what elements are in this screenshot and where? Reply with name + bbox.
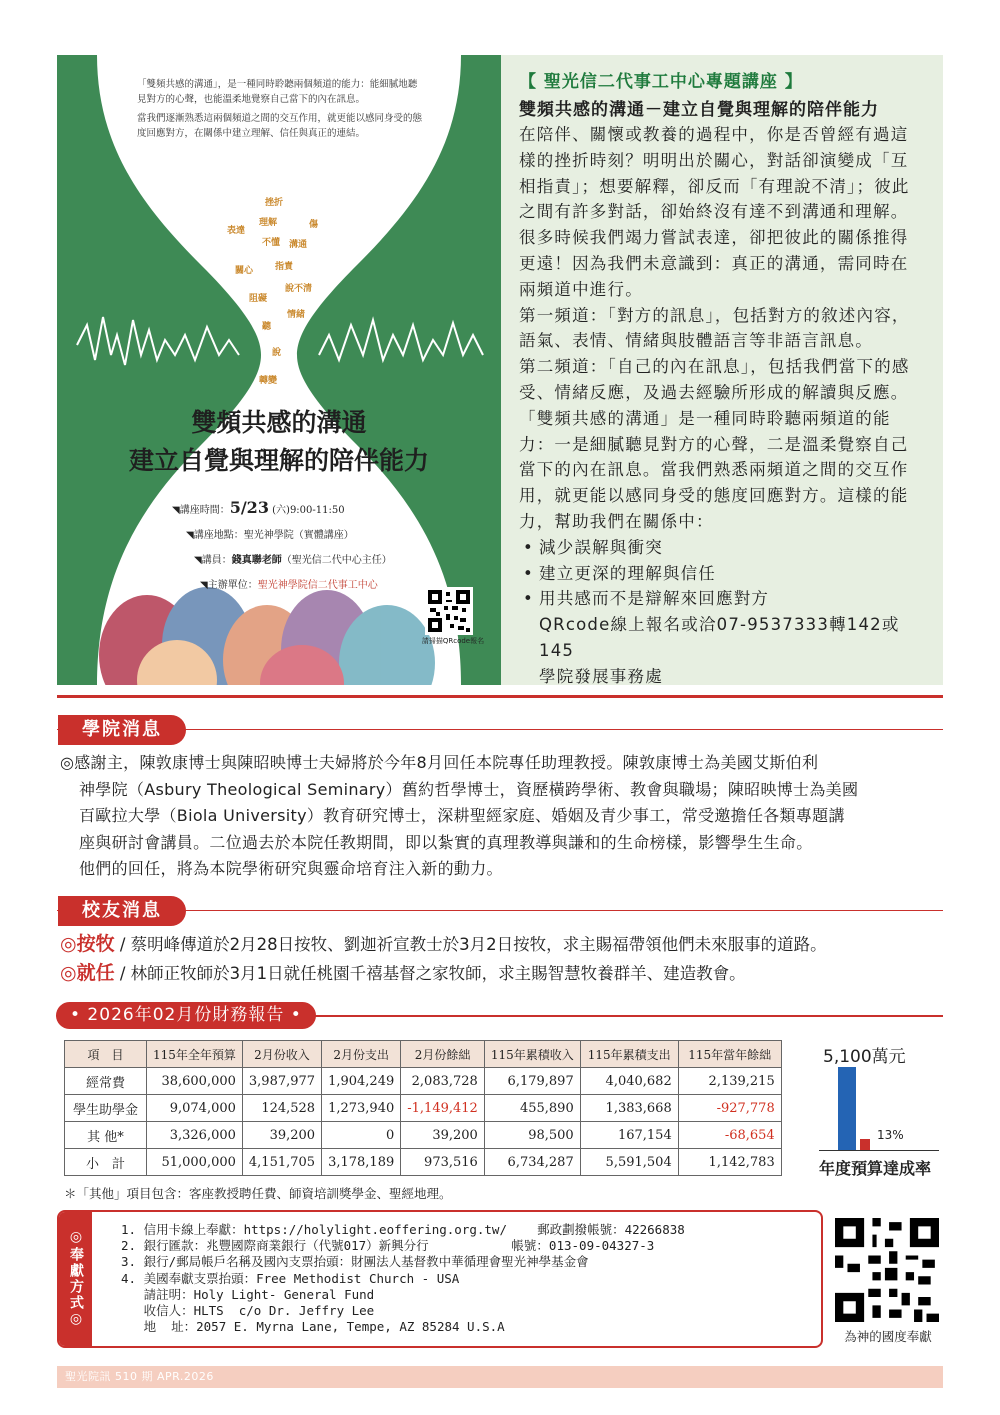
article-subtitle: 雙頻共感的溝通－建立自覺與理解的陪伴能力: [519, 100, 879, 120]
table-cell: 5,591,504: [580, 1149, 678, 1176]
list-item: • 用共感而不是辯解來回應對方: [519, 586, 925, 612]
college-news-line: 百歐拉大學（Biola University）教育研究博士，深耕聖經家庭、婚姻及青少事工，常受邀擔任各類專題講: [79, 806, 845, 825]
table-row: [65, 1068, 782, 1095]
article-paragraph-2: 第一頻道：「對方的訊息」，包括對方的敘述內容，語氣、表情、情緒與肢體語言等非語言訊息。: [519, 305, 910, 351]
college-news-line: 他們的回任，將為本院學術研究與靈命培育注入新的動力。: [79, 859, 503, 878]
alumni-item-ordination: [60, 930, 945, 959]
donation-line: 收信人：HLTS c/o Dr. Jeffry Lee: [121, 1303, 375, 1319]
table-cell: 0: [322, 1122, 401, 1149]
article-bullet-list: [519, 535, 925, 612]
ordination-text: / 蔡明峰傳道於2月28日按牧、劉迦祈宣教士於3月2日按牧，求主賜福帶領他們未來服事的道路。: [114, 935, 827, 954]
appointment-tag: ◎就任: [60, 962, 115, 984]
list-item: • 減少誤解與衝突: [519, 535, 925, 561]
table-cell: 3,326,000: [147, 1122, 243, 1149]
time-date: 5/23: [229, 498, 269, 517]
lecture-article: [501, 55, 943, 685]
column-header: 115年當年餘絀: [678, 1041, 781, 1068]
gauge-caption: 年度預算達成率: [819, 1159, 932, 1178]
place-text: 講座地點：聖光神學院（實體講座）: [193, 530, 354, 541]
row-label: 學生助學金: [65, 1095, 147, 1122]
donation-qr-caption: 為神的國度奉獻: [844, 1329, 932, 1344]
article-paragraph-1: 在陪伴、關懷或教養的過程中，你是否曾經有過這樣的挫折時刻？明明出於關心，對話卻演變成「互相指責」；想要解釋，卻反而「有理說不清」；彼此之間有許多對話，卻始終沒有達不到溝通和理解。很多時候我們竭力嘗試表達，卻把彼此的關係推得更遠！因為我們未意識到：真正的溝通，需同時在兩頻道中進行。: [519, 125, 910, 299]
table-cell: 3,178,189: [322, 1149, 401, 1176]
donation-line: 3. 銀行/郵局帳戶名稱及國內支票抬頭：財團法人基督教中華循理會聖光神學基金會: [121, 1254, 589, 1270]
donation-line: 1. 信用卡線上奉獻：https://holylight.eoffering.org.tw/ 郵政劃撥帳號：42266838: [121, 1222, 685, 1237]
row-label: 小 計: [65, 1149, 147, 1176]
qr-code-icon: [428, 590, 470, 632]
finance-footnote: ＊「其他」項目包含：客座教授聘任費、師資培訓獎學金、聖經地理。: [64, 1186, 452, 1201]
column-header: 115年累積收入: [484, 1041, 580, 1068]
poster-title-line-1: 雙頻共感的溝通: [191, 408, 367, 437]
alumni-news-tag: 校友消息: [58, 896, 186, 926]
word-cloud-item: 傷: [309, 220, 319, 230]
word-cloud-item: 情緒: [287, 310, 306, 320]
table-cell: 1,142,783: [678, 1149, 781, 1176]
poster-speaker-row: ◥講員：錢真聯老師（聖光信二代中心主任）: [194, 555, 392, 566]
word-cloud-item: 指責: [275, 262, 294, 272]
appointment-text: / 林師正牧師於3月1日就任桃園千禧基督之家牧師，求主賜智慧牧養群羊、建造教會。: [114, 964, 746, 983]
table-cell: 2,083,728: [401, 1068, 485, 1095]
word-cloud-item: 轉變: [259, 376, 278, 386]
table-cell: 1,273,940: [322, 1095, 401, 1122]
word-cloud-item: 阻礙: [249, 294, 268, 304]
table-cell: 4,151,705: [242, 1149, 321, 1176]
row-label: 其 他*: [65, 1122, 147, 1149]
alumni-item-appointment: [60, 959, 945, 988]
alumni-news-body: [60, 930, 945, 988]
poster-title-line-2: 建立自覺與理解的陪伴能力: [128, 446, 429, 475]
table-cell: 98,500: [484, 1122, 580, 1149]
table-cell: 6,734,287: [484, 1149, 580, 1176]
word-cloud-item: 溝通: [289, 240, 308, 250]
gauge-percent: 13%: [877, 1128, 904, 1142]
table-cell: 51,000,000: [147, 1149, 243, 1176]
speaker-label: 講員：: [201, 555, 232, 566]
finance-table: [64, 1040, 782, 1176]
lecture-poster: [57, 55, 501, 685]
time-label: 講座時間：: [179, 505, 230, 516]
table-cell: 973,516: [401, 1149, 485, 1176]
speaker-note: （聖光信二代中心主任）: [281, 555, 392, 566]
donation-qr-code[interactable]: [835, 1218, 939, 1322]
alumni-news-underline: [57, 910, 943, 911]
poster-intro-paragraph-2: 當我們逐漸熟悉這兩個頻道之間的交互作用，就更能以感同身受的態度回應對方，在關係中建立理解、信任與真正的連結。: [137, 113, 423, 139]
poster-place-row: ◥講座地點：聖光神學院（實體講座）: [186, 530, 354, 541]
table-cell: 4,040,682: [580, 1068, 678, 1095]
donation-line: 地 址：2057 E. Myrna Lane, Tempe, AZ 85284 U.S.A: [121, 1319, 505, 1335]
table-cell: 455,890: [484, 1095, 580, 1122]
contact-line-2: 學院發展事務處: [539, 666, 663, 686]
donation-methods: [121, 1222, 685, 1335]
ordination-tag: ◎按牧: [60, 933, 115, 955]
word-cloud-item: 不懂: [262, 238, 281, 248]
host-label: 主辦單位：: [207, 580, 258, 591]
time-rest: (六)9:00-11:50: [272, 505, 345, 516]
article-paragraph-4: 「雙頻共感的溝通」是一種同時聆聽兩頻道的能力：一是細膩聽見對方的心聲，二是溫柔覺察自己當下的內在訊息。當我們熟悉兩頻道之間的交互作用，就更能以感同身受的態度回應對方。這樣的能力，幫助我們在關係中：: [519, 408, 909, 531]
column-header: 2月份支出: [322, 1041, 401, 1068]
table-cell: 167,154: [580, 1122, 678, 1149]
lecture-section: [57, 55, 943, 685]
word-cloud-item: 聽: [262, 322, 272, 332]
word-cloud-item: 表達: [227, 226, 246, 236]
table-row: [65, 1122, 782, 1149]
college-news-line: ◎感謝主，陳敦康博士與陳昭映博士夫婦將於今年8月回任本院專任助理教授。陳敦康博士為美國艾斯伯利: [60, 753, 819, 772]
contact-line-1: QRcode線上報名或洽07-9537333轉142或145: [539, 615, 900, 660]
poster-time-row: ◥講座時間：5/23 (六)9:00-11:50: [172, 498, 345, 517]
host-name: 聖光神學院信二代事工中心: [257, 580, 378, 591]
word-cloud-item: 說: [272, 348, 282, 358]
word-cloud-item: 說不清: [285, 284, 313, 294]
list-item: • 建立更深的理解與信任: [519, 561, 925, 587]
donation-line: 請註明：Holy Light- General Fund: [121, 1286, 375, 1302]
article-body: [519, 122, 925, 690]
section-divider: [57, 695, 943, 698]
article-heading: 【 聖光信二代事工中心專題講座 】: [519, 72, 803, 92]
poster-info: [172, 495, 392, 598]
college-news-line: 座與研討會講員。二位過去於本院任教期間，即以紮實的真理教導與謙和的生命榜樣，影響學生生命。: [79, 832, 813, 852]
column-header: 115年累積支出: [580, 1041, 678, 1068]
gauge-total-bar: [838, 1067, 856, 1150]
page-footer: 聖光院訊 510 期 APR.2026: [57, 1366, 943, 1388]
college-news-underline: [57, 729, 943, 730]
article-paragraph-3: 第二頻道：「自己的內在訊息」，包括我們當下的感受、情緒反應，及過去經驗所形成的解讀與反應。: [519, 357, 910, 402]
gauge-amount: 5,100萬元: [823, 1047, 906, 1067]
donation-line: 4. 美國奉獻支票抬頭：Free Methodist Church - USA: [121, 1270, 460, 1286]
column-header: 2月份餘絀: [401, 1041, 485, 1068]
table-cell: 6,179,897: [484, 1068, 580, 1095]
column-header: 項 目: [65, 1041, 147, 1068]
word-cloud-item: 理解: [259, 218, 278, 228]
table-cell: 38,600,000: [147, 1068, 243, 1095]
finance-report-tag: • 2026年02月份財務報告 •: [56, 1002, 316, 1029]
table-row: [65, 1095, 782, 1122]
speaker-name: 錢真聯老師: [231, 555, 282, 566]
gauge-baseline: [819, 1150, 939, 1151]
donation-box: [57, 1210, 823, 1348]
table-cell: -68,654: [678, 1122, 781, 1149]
word-cloud-item: 關心: [235, 266, 254, 276]
table-cell: 1,904,249: [322, 1068, 401, 1095]
budget-achievement-gauge: [815, 1040, 945, 1180]
gauge-achieved-bar: [860, 1139, 870, 1150]
word-cloud-item: 挫折: [265, 198, 284, 208]
college-news-body: [60, 750, 945, 883]
poster-intro: [137, 77, 422, 145]
registration-qr-code[interactable]: [425, 587, 473, 635]
table-cell: 39,200: [242, 1122, 321, 1149]
table-cell: 2,139,215: [678, 1068, 781, 1095]
table-cell: 1,383,668: [580, 1095, 678, 1122]
table-cell: 3,987,977: [242, 1068, 321, 1095]
qr-code-icon: [835, 1218, 939, 1322]
donation-label: ◎奉獻方式◎: [59, 1212, 92, 1346]
table-row: [65, 1149, 782, 1176]
college-news-tag: 學院消息: [58, 715, 186, 745]
poster-intro-paragraph-1: 「雙頻共感的溝通」，是一種同時聆聽兩個頻道的能力：能細膩地聽見對方的心聲，也能溫柔地覺察自己當下的內在訊息。: [137, 79, 418, 105]
table-cell: 9,074,000: [147, 1095, 243, 1122]
table-header-row: [65, 1041, 782, 1068]
donation-line: 2. 銀行匯款：兆豐國際商業銀行（代號017）新興分行 帳號：013-09-04327-3: [121, 1238, 655, 1254]
table-cell: 124,528: [242, 1095, 321, 1122]
qr-label: 請掃描QRcode報名: [421, 637, 485, 645]
college-news-line: 神學院（Asbury Theological Seminary）舊約哲學博士，資歷橫跨學術、教會與職場；陳昭映博士為美國: [79, 779, 859, 799]
column-header: 2月份收入: [242, 1041, 321, 1068]
row-label: 經常費: [65, 1068, 147, 1095]
column-header: 115年全年預算: [147, 1041, 243, 1068]
poster-host-row: ◥主辦單位：聖光神學院信二代事工中心: [200, 580, 378, 591]
table-cell: -1,149,412: [401, 1095, 485, 1122]
table-cell: -927,778: [678, 1095, 781, 1122]
table-cell: 39,200: [401, 1122, 485, 1149]
